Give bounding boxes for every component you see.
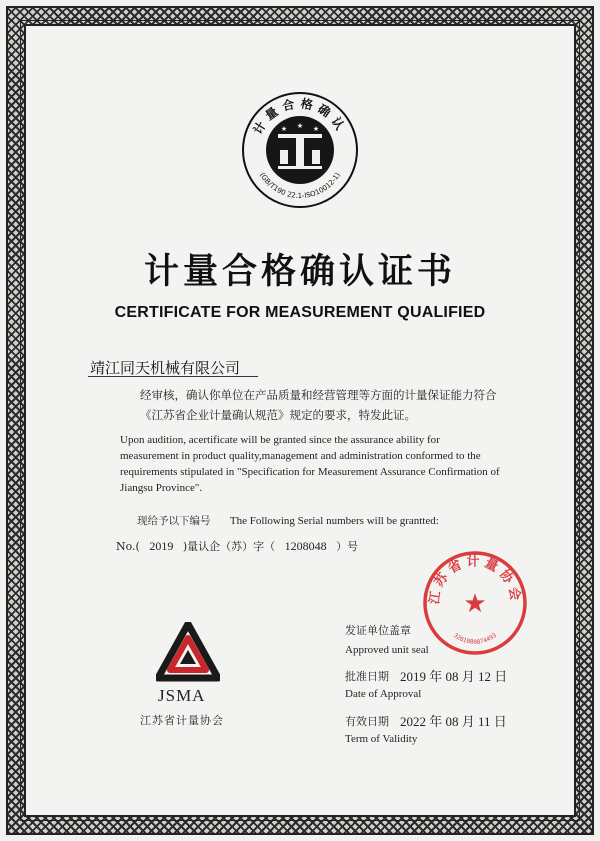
logo-organization: 江苏省计量协会 [140, 714, 224, 727]
stamp-text: 江苏省计量协会 [427, 554, 523, 606]
logo-name: JSMA [158, 686, 206, 705]
body-text-chinese: 经审核，确认你单位在产品质量和经营管理等方面的计量保证能力符合《江苏省企业计量确认规范》规定的要求，特发此证。 [140, 388, 497, 422]
number-middle: )量认企（苏）字（ [182, 540, 276, 553]
measurement-emblem [240, 90, 360, 210]
company-underline [88, 376, 258, 377]
title-chinese: 计量合格确认证书 [143, 252, 456, 292]
title-english: CERTIFICATE FOR MEASUREMENT QUALIFIED [114, 304, 486, 321]
emblem-arc-text: 计量合格确认 [250, 96, 350, 137]
approval-date: 2019 年 08 月 12 日 [400, 669, 508, 684]
number-code: 1208048 [284, 539, 327, 553]
company-name: 靖江同天机械有限公司 [90, 359, 241, 377]
serial-statement-en: The Following Serial numbers will be grantted: [229, 515, 439, 527]
validity-date: 2022 年 08 月 11 日 [400, 714, 507, 729]
stamp-number: 3201080074493 [451, 631, 499, 646]
number-prefix: No.( [116, 540, 140, 553]
body-text-english: Upon audition, acertificate will be granted since the assurance ability for measurement in product quality,management and administration conformed to the requirements stipulated in "Specification for Measurement Assurance Confirmation of Jiangsu Province". [120, 434, 500, 494]
star-icon: ★ [296, 122, 304, 130]
certificate-number [116, 538, 358, 554]
validity-label-en: Term of Validity [345, 733, 418, 745]
issuer-label-zh: 发证单位盖章 [345, 624, 411, 637]
emblem-standard-text: (GB/T190 22.1-ISO10012-1) [258, 171, 342, 200]
official-stamp [420, 548, 530, 658]
star-icon: ★ [312, 125, 320, 133]
star-icon: ★ [280, 125, 288, 133]
svg-text:3201080074493 [452, 632, 498, 646]
number-suffix: ）号 [336, 540, 359, 553]
number-year: 2019 [149, 539, 174, 553]
serial-statement [137, 513, 455, 528]
star-icon: ★ [463, 589, 487, 619]
approval-label-en: Date of Approval [345, 688, 422, 700]
validity-label-zh: 有效日期 [345, 715, 389, 728]
approval-label-zh: 批准日期 [345, 670, 389, 683]
jsma-logo-icon [156, 622, 220, 682]
issuer-label-en: Approved unit seal [345, 644, 429, 656]
serial-statement-zh: 现给予以下编号 [137, 515, 211, 527]
